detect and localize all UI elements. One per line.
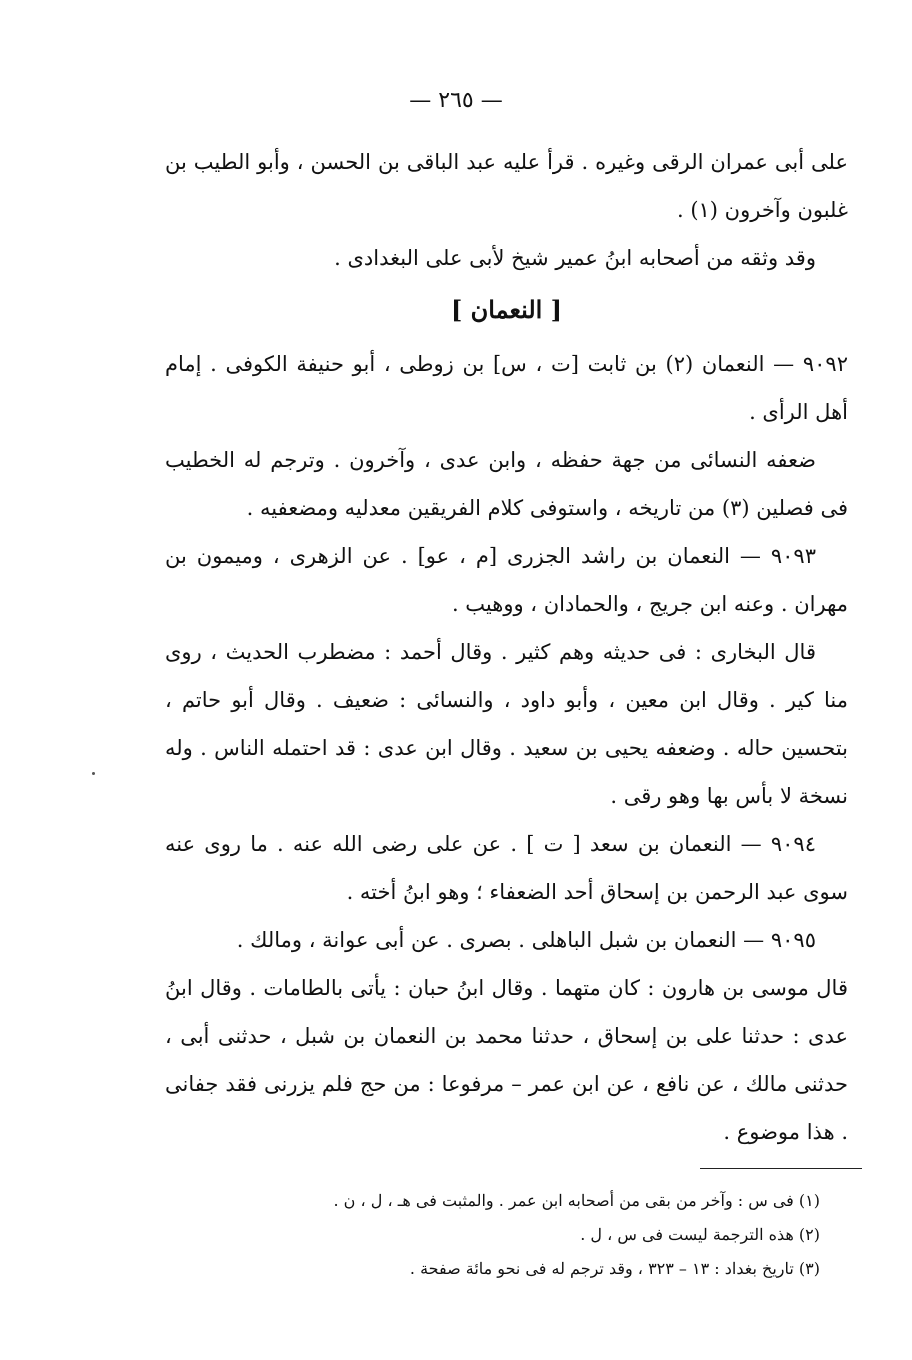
entry-9095-body: قال موسى بن هارون : كان متهما . وقال ابنُ حبان : يأتى بالطامات . وقال ابنُ عدى : حدثنا على بن إسحاق ، حدثنا محمد بن النعمان بن شبل ، حدثنى أبى ، حدثنى مالك ، عن نافع ، عن ابن عمر – مرفوعا : من حج فلم يزرنى فقد جفانى . هذا موضوع . [165, 976, 848, 1144]
entry-9092-body: ضعفه النسائى من جهة حفظه ، وابن عدى ، وآخرون . وترجم له الخطيب فى فصلين (٣) من تاريخه ، واستوفى كلام الفريقين معدليه ومضعفيه . [165, 448, 848, 520]
footnotes [300, 1184, 820, 1286]
entry-9095-head: ٩٠٩٥ — النعمان بن شبل الباهلى . بصرى . عن أبى عوانة ، ومالك . [236, 928, 816, 952]
footnote-3: (٣) تاريخ بغداد : ١٣ – ٣٢٣ ، وقد ترجم له فى نحو مائة صفحة . [409, 1259, 820, 1278]
page-body [165, 138, 848, 1156]
footnote-1: (١) فى س : وآخر من بقى من أصحابه ابن عمر . والمثبت فى هـ ، ل ، ن . [333, 1191, 820, 1210]
page-number: — ٢٦٥ — [409, 88, 503, 113]
entry-9092-head: ٩٠٩٢ — النعمان (٢) بن ثابت [ت ، س] بن زوطى ، أبو حنيفة الكوفى . إمام أهل الرأى . [165, 352, 848, 424]
entry-9093-head: ٩٠٩٣ — النعمان بن راشد الجزرى [م ، عو] . عن الزهرى ، وميمون بن مهران . وعنه ابن جريج ، والحمادان ، ووهيب . [165, 544, 848, 616]
footnote-2: (٢) هذه الترجمة ليست فى س ، ل . [580, 1225, 820, 1244]
section-title: [ النعمان ] [450, 295, 563, 324]
note-line: وقد وثقه من أصحابه ابنُ عمير شيخ لأبى على البغدادى . [334, 246, 816, 270]
entry-9094-head: ٩٠٩٤ — النعمان بن سعد [ ت ] . عن على رضى الله عنه . ما روى عنه سوى عبد الرحمن بن إسحاق أحد الضعفاء ؛ وهو ابنُ أخته . [165, 832, 848, 904]
entry-9093-body: قال البخارى : فى حديثه وهم كثير . وقال أحمد : مضطرب الحديث ، روى منا كير . وقال ابن معين ، وأبو داود ، والنسائى : ضعيف . وقال أبو حاتم ، بتحسين حاله . وضعفه يحيى بن سعيد . وقال ابن عدى : قد احتمله الناس . وله نسخة لا بأس بها وهو رقى . [165, 640, 848, 808]
intro-paragraph: على أبى عمران الرقى وغيره . قرأ عليه عبد الباقى بن الحسن ، وأبو الطيب بن غلبون وآخرون (١) . [165, 150, 848, 222]
scan-speck [92, 772, 95, 775]
footnote-divider [700, 1168, 862, 1169]
